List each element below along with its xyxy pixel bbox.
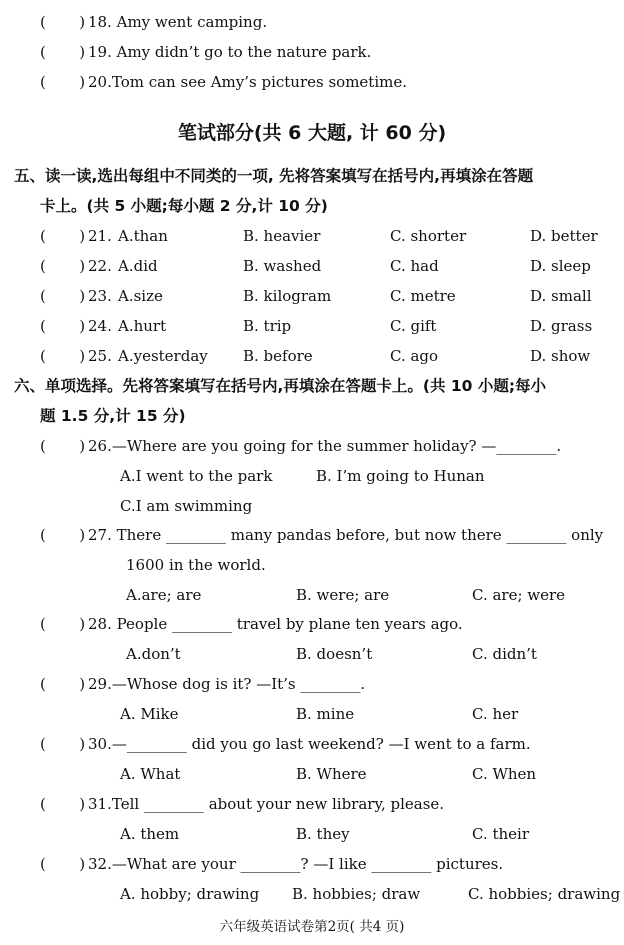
question-number: 23. [88,287,112,305]
question-stem: 29.—Whose dog is it? —It’s ________. [88,675,366,693]
option-b: B. were; are [296,586,390,604]
option-b: B. kilogram [243,287,332,305]
option-b: B. heavier [243,227,321,245]
option-a: A.than [118,227,168,245]
option-d: D. grass [530,317,593,335]
section5-title-line2: 卡上。(共 5 小题;每小题 2 分,计 10 分) [40,197,328,215]
option-a: A. What [120,765,181,783]
answer-blank[interactable]: ( ) [40,73,86,91]
option-b: B. before [243,347,313,365]
option-d: D. show [530,347,591,365]
option-a: A. them [120,825,180,843]
question-stem-continued: 1600 in the world. [126,556,266,574]
option-a: A.hurt [118,317,167,335]
option-b: B. hobbies; draw [292,885,421,903]
question-number: 24. [88,317,112,335]
section6-title-line1: 六、单项选择。先将答案填写在括号内,再填涂在答题卡上。(共 10 小题;每小 [14,377,547,395]
answer-blank[interactable]: ( ) [40,287,86,305]
option-d: D. small [530,287,592,305]
answer-blank[interactable]: ( ) [40,257,86,275]
option-c: C. shorter [390,227,467,245]
answer-blank[interactable]: ( ) [40,13,86,31]
answer-blank[interactable]: ( ) [40,526,86,544]
option-d: D. sleep [530,257,591,275]
option-a: A.size [118,287,163,305]
option-a: A.are; are [126,586,202,604]
option-c: C.I am swimming [120,497,253,515]
answer-blank[interactable]: ( ) [40,227,86,245]
option-b: B. mine [296,705,355,723]
question-stem: 30.—________ did you go last weekend? —I went to a farm. [88,735,531,753]
option-c: C. had [390,257,439,275]
option-c: C. didn’t [472,645,537,663]
option-c: C. her [472,705,519,723]
question-stem: 28. People ________ travel by plane ten years ago. [88,615,463,633]
option-c: C. hobbies; drawing [468,885,621,903]
option-b: B. Where [296,765,367,783]
answer-blank[interactable]: ( ) [40,437,86,455]
option-a: A. hobby; drawing [120,885,260,903]
option-c: C. metre [390,287,456,305]
answer-blank[interactable]: ( ) [40,43,86,61]
section5-title-line1: 五、读一读,选出每组中不同类的一项, 先将答案填写在括号内,再填涂在答题 [14,167,534,185]
answer-blank[interactable]: ( ) [40,735,86,753]
statement-text: 18. Amy went camping. [88,13,268,31]
option-b: B. trip [243,317,292,335]
answer-blank[interactable]: ( ) [40,795,86,813]
option-a: A.don’t [126,645,181,663]
option-b: B. washed [243,257,322,275]
statement-text: 20.Tom can see Amy’s pictures sometime. [88,73,407,91]
question-number: 22. [88,257,112,275]
option-a: A.did [118,257,158,275]
answer-blank[interactable]: ( ) [40,675,86,693]
statement-text: 19. Amy didn’t go to the nature park. [88,43,372,61]
written-section-heading: 笔试部分(共 6 大题, 计 60 分) [177,122,447,144]
answer-blank[interactable]: ( ) [40,347,86,365]
option-c: C. gift [390,317,437,335]
option-a: A. Mike [120,705,179,723]
option-b: B. I’m going to Hunan [316,467,485,485]
question-stem: 31.Tell ________ about your new library, please. [88,795,445,813]
option-b: B. doesn’t [296,645,373,663]
question-number: 25. [88,347,112,365]
option-a: A.I went to the park [120,467,273,485]
option-c: C. their [472,825,530,843]
answer-blank[interactable]: ( ) [40,615,86,633]
question-number: 21. [88,227,112,245]
question-stem: 27. There ________ many pandas before, but now there ________ only [88,526,604,544]
option-d: D. better [530,227,598,245]
option-a: A.yesterday [118,347,208,365]
page-footer: 六年级英语试卷第2页( 共4 页) [219,919,405,935]
answer-blank[interactable]: ( ) [40,317,86,335]
answer-blank[interactable]: ( ) [40,855,86,873]
question-stem: 32.—What are your ________? —I like ________ pictures. [88,855,504,873]
option-c: C. When [472,765,537,783]
option-c: C. ago [390,347,439,365]
option-b: B. they [296,825,350,843]
option-c: C. are; were [472,586,566,604]
question-stem: 26.—Where are you going for the summer holiday? —________. [88,437,562,455]
section6-title-line2: 题 1.5 分,计 15 分) [40,407,186,425]
